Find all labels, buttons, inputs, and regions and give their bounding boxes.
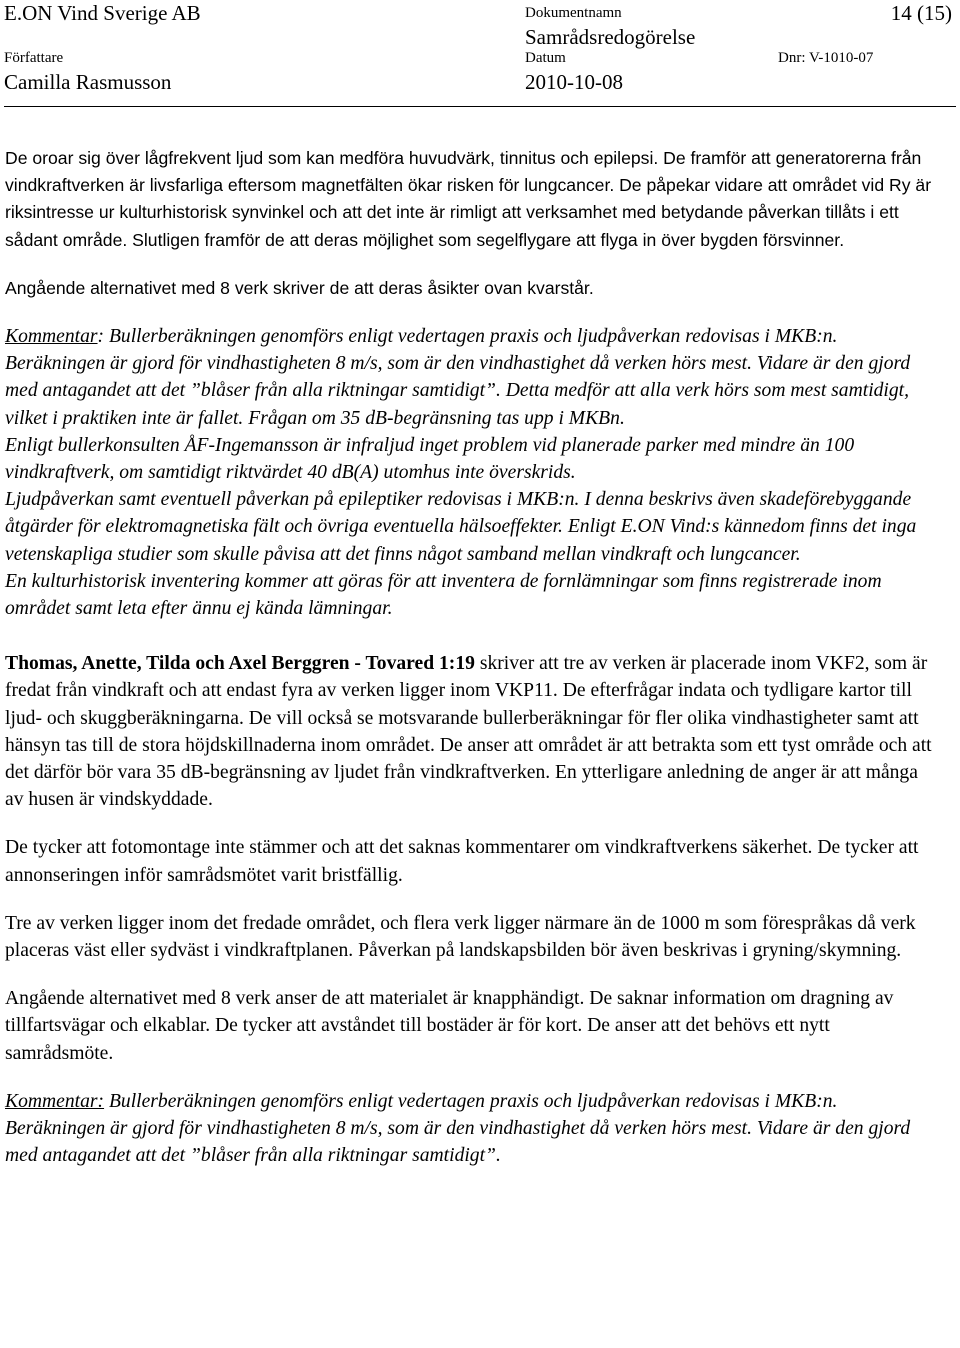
comment-block bbox=[5, 323, 940, 622]
document-date: 2010-10-08 bbox=[525, 70, 623, 94]
comment-line: Kommentar: Bullerberäkningen genomförs enligt vedertagen praxis och ljudpåverkan redovisas i MKB:n. Beräkningen är gjord för vindhastigheten 8 m/s, som är den vindhastighet då verken hörs mest. Vidare är den gjord med antagandet att det ”blåser från alla riktningar samtidigt”. Detta medför att alla verk hörs som mest samtidigt, vilket i praktiken inte är fallet. Frågan om 35 dB-begränsning tas upp i MKBn. bbox=[5, 326, 911, 429]
comment-label: Kommentar bbox=[5, 326, 98, 348]
header-rule bbox=[4, 106, 956, 107]
comment-text: Bullerberäkningen genomförs enligt vedertagen praxis och ljudpåverkan redovisas i MKB:n. Beräkningen är gjord för vindhastigheten 8 m/s, som är den vindhastighet då verken hörs mest. Vidare är den gjord med antagandet att det ”blåser från alla riktningar samtidigt”. bbox=[5, 1090, 911, 1167]
comment-line: Enligt bullerkonsulten ÅF-Ingemansson är infraljud inget problem vid planerade parker med mindre än 100 vindkraftverk, om samtidigt riktvärdet 40 dB(A) utomhus inte överskrids. bbox=[5, 434, 855, 484]
comment-line: En kulturhistorisk inventering kommer att göras för att inventera de fornlämningar som finns registrerade inom området samt leta efter ännu ej kända lämningar. bbox=[5, 570, 882, 620]
date-label: Datum bbox=[525, 50, 566, 66]
paragraph: Angående alternativet med 8 verk skriver de att deras åsikter ovan kvarstår. bbox=[5, 277, 594, 298]
comment-label: Kommentar: bbox=[5, 1090, 105, 1112]
paragraph: De oroar sig över lågfrekvent ljud som kan medföra huvudvärk, tinnitus och epilepsi. De framför att generatorerna från vindkraftverken är livsfarliga eftersom magnetfälten ökar risken för lungcancer. De påpekar vidare att området vid Ry är riksintresse ur kulturhistorisk synvinkel och att det inte är rimligt att verksamhet med betydande påverkan tillåts i ett sådant område. Slutligen framför de att deras möjlighet som segelflygare att flyga in över bygden försvinner. bbox=[5, 148, 932, 250]
paragraph: Thomas, Anette, Tilda och Axel Berggren - Tovared 1:19 skriver att tre av verken är placerade inom VKF2, som är fredat från vindkraft och att endast fyra av verken ligger inom VKP11. De efterfrågar indata och tydligare kartor till ljud- och skuggberäkningarna. De vill också se motsvarande bullerberäkningar för fler olika vindhastigheter samt att hänsyn tas till de stora höjdskillnaderna inom området. De anser att området är att betrakta som ett tyst område och att det därför bör vara 35 dB-begränsning av ljudet från vindkraftverken. En ytterligare anledning de anger är att många av husen är vindskyddade. bbox=[5, 653, 932, 811]
company-name: E.ON Vind Sverige AB bbox=[4, 1, 201, 25]
doc-name: Samrådsredogörelse bbox=[525, 25, 696, 49]
comment-line: Ljudpåverkan samt eventuell påverkan på epileptiker redovisas i MKB:n. I denna beskrivs även skadeförebyggande åtgärder för elektromagnetiska fält och övriga eventuella hälsoeffekter. Enligt E.ON Vind:s kännedom finns det inga vetenskapliga studier som skulle påvisa att det finns något samband mellan vindkraft och lungcancer. bbox=[5, 489, 917, 565]
paragraph: Angående alternativet med 8 verk anser de att materialet är knapphändigt. De saknar information om dragning av tillfartsvägar och elkablar. De tycker att avståndet till bostäder är för kort. De anser att det behövs ett nytt samrådsmöte. bbox=[5, 988, 894, 1064]
page-number: 14 (15) bbox=[890, 1, 952, 25]
doc-name-label: Dokumentnamn bbox=[525, 5, 622, 21]
dnr: Dnr: V-1010-07 bbox=[778, 50, 874, 66]
document-body bbox=[5, 145, 940, 1191]
comment-block bbox=[5, 1088, 940, 1170]
paragraph: Tre av verken ligger inom det fredade området, och flera verk ligger närmare än de 1000 m som förespråkas då verk placeras väst eller sydväst i vindkraftplanen. Påverkan på landskapsbilden bör även beskrivas i gryning/skymning. bbox=[5, 912, 916, 962]
comment-text: Bullerberäkningen genomförs enligt vedertagen praxis och ljudpåverkan redovisas i MKB:n. Beräkningen är gjord för vindhastigheten 8 m/s, som är den vindhastighet då verken hörs mest. Vidare är den gjord med antagandet att det ”blåser från alla riktningar samtidigt”. Detta medför att alla verk hörs som mest samtidigt, vilket i praktiken inte är fallet. Frågan om 35 dB-begränsning tas upp i MKBn. bbox=[5, 326, 911, 429]
paragraph: De tycker att fotomontage inte stämmer och att det saknas kommentarer om vindkraftverkens säkerhet. De tycker att annonseringen inför samrådsmötet varit bristfällig. bbox=[5, 837, 919, 886]
page-header bbox=[0, 0, 960, 108]
author-name: Camilla Rasmusson bbox=[4, 70, 172, 94]
party-name: Thomas, Anette, Tilda och Axel Berggren - Tovared 1:19 bbox=[5, 653, 475, 675]
author-label: Författare bbox=[4, 50, 64, 66]
